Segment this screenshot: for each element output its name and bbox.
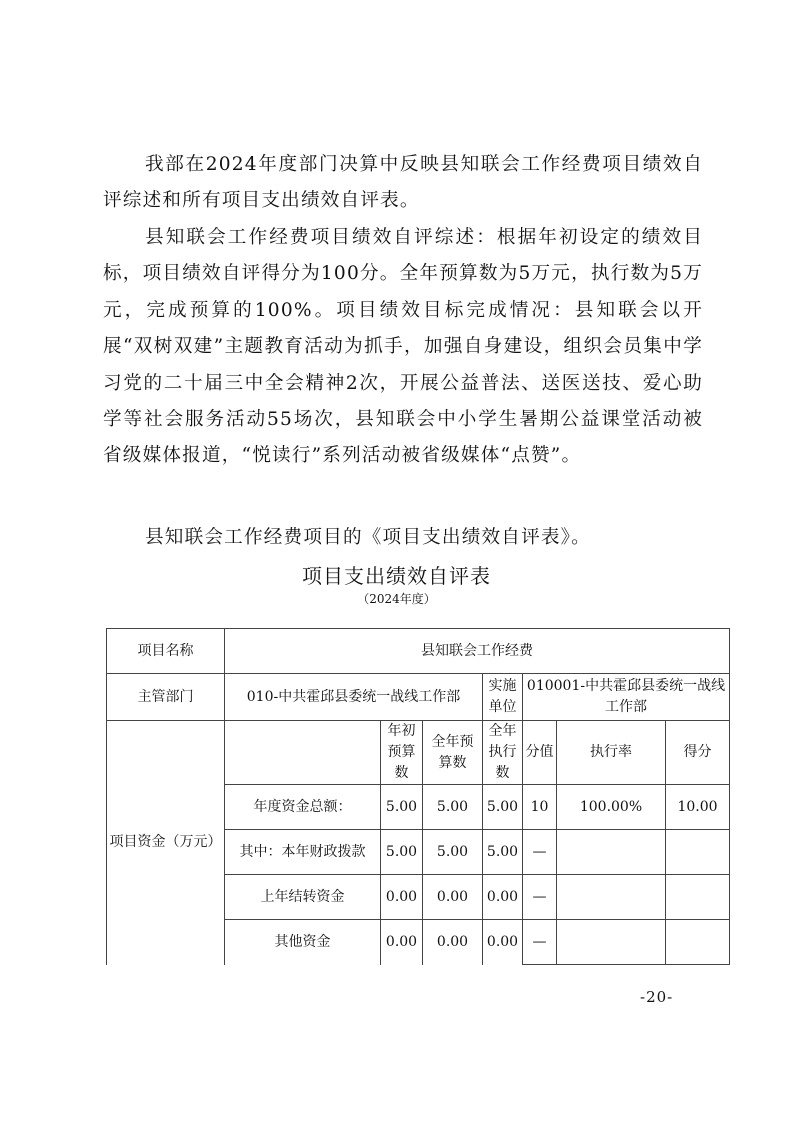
- cell-rate: [557, 920, 666, 965]
- table-header-row: [107, 721, 730, 785]
- header-score: 得分: [666, 721, 730, 785]
- row-label: 年度资金总额：: [225, 785, 381, 830]
- cell-weight: 10: [523, 785, 557, 830]
- cell-weight: —: [523, 875, 557, 920]
- project-name-value: 县知联会工作经费: [225, 629, 730, 674]
- cell-score: [666, 920, 730, 965]
- header-annual-executed: 全年执行数: [483, 721, 523, 785]
- funds-label: 项目资金（万元）: [107, 721, 225, 965]
- header-annual-budget: 全年预算数: [423, 721, 483, 785]
- table-row: [107, 674, 730, 721]
- cell-initial: 0.00: [381, 920, 423, 965]
- cell-score: [666, 875, 730, 920]
- page-number: -20-: [640, 988, 674, 1006]
- intro-paragraph: 我部在2024年度部门决算中反映县知联会工作经费项目绩效自评综述和所有项目支出绩效自评表。: [103, 154, 703, 212]
- header-exec-rate: 执行率: [557, 721, 666, 785]
- cell-executed: 5.00: [483, 830, 523, 875]
- cell-score: 10.00: [666, 785, 730, 830]
- row-label: 其他资金: [225, 920, 381, 965]
- performance-self-evaluation-table: [106, 628, 730, 965]
- summary-paragraph: 县知联会工作经费项目绩效自评综述：根据年初设定的绩效目标，项目绩效自评得分为100分。全年预算数为5万元，执行数为5万元，完成预算的100%。项目绩效目标完成情况：县知联会以开展“双树双建”主题教育活动为抓手，加强自身建设，组织会员集中学习党的二十届三中全会精神2次，开展公益普法、送医送技、爱心助学等社会服务活动55场次，县知联会中小学生暑期公益课堂活动被省级媒体报道，“悦读行”系列活动被省级媒体“点赞”。: [103, 227, 703, 467]
- table-subtitle: （2024年度）: [357, 592, 436, 606]
- table-row: [107, 629, 730, 674]
- cell-rate: [557, 830, 666, 875]
- cell-initial: 0.00: [381, 875, 423, 920]
- table-title: 项目支出绩效自评表: [302, 564, 491, 588]
- cell-score: [666, 830, 730, 875]
- row-label: 其中：本年财政拨款: [225, 830, 381, 875]
- cell-initial: 5.00: [381, 830, 423, 875]
- cell-weight: —: [523, 830, 557, 875]
- cell-rate: [557, 875, 666, 920]
- cell-annual: 0.00: [423, 920, 483, 965]
- impl-value: 010001-中共霍邱县委统一战线工作部: [523, 674, 730, 721]
- dept-label: 主管部门: [107, 674, 225, 721]
- cell-executed: 5.00: [483, 785, 523, 830]
- cell-annual: 5.00: [423, 830, 483, 875]
- cell-annual: 5.00: [423, 785, 483, 830]
- dept-value: 010-中共霍邱县委统一战线工作部: [225, 674, 483, 721]
- cell-executed: 0.00: [483, 875, 523, 920]
- project-name-label: 项目名称: [107, 629, 225, 674]
- header-initial-budget: 年初预算数: [381, 721, 423, 785]
- row-label: 上年结转资金: [225, 875, 381, 920]
- impl-label: 实施单位: [483, 674, 523, 721]
- cell-annual: 0.00: [423, 875, 483, 920]
- header-weight: 分值: [523, 721, 557, 785]
- cell-rate: 100.00%: [557, 785, 666, 830]
- cell-initial: 5.00: [381, 785, 423, 830]
- header-blank: [225, 721, 381, 785]
- table-reference-paragraph: 县知联会工作经费项目的《项目支出绩效自评表》。: [145, 527, 591, 548]
- cell-executed: 0.00: [483, 920, 523, 965]
- cell-weight: —: [523, 920, 557, 965]
